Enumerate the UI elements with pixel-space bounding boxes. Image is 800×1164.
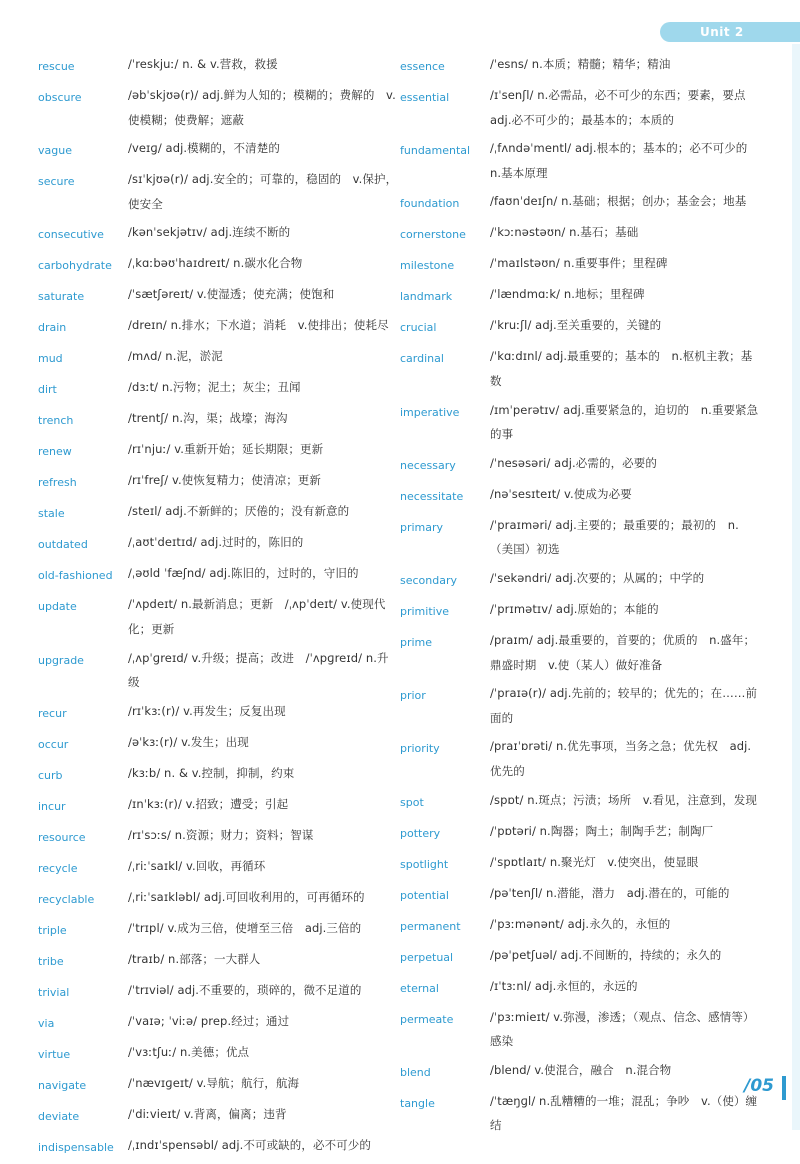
headword: mud [38,352,63,366]
vocab-column-right [400,52,760,1142]
headword: stale [38,507,65,521]
vocab-entry [400,136,760,185]
headword: secure [38,175,75,189]
headword: milestone [400,259,455,273]
definition: /spɒt/ n.斑点；污渍；场所 v.看见，注意到，发现 [490,792,757,807]
vocab-entry [38,646,398,695]
definition: /trentʃ/ n.沟，渠；战壕；海沟 [128,411,288,426]
headword: priority [400,742,440,756]
definition: /praɪm/ adj.最重要的，首要的；优质的 n.盛年；鼎盛时期 v.使（某人）做好准备 [490,632,756,672]
vocab-entry [38,561,398,588]
definition: /ˈpraɪməri/ adj.主要的；最重要的；最初的 n.（美国）初选 [490,517,739,557]
vocab-entry [400,282,760,309]
vocab-entry [400,1058,760,1085]
definition: /ˌɪndɪˈspensəbl/ adj.不可或缺的，必不可少的 [128,1137,371,1152]
definition: /sɪˈkjʊə(r)/ adj.安全的；可靠的，稳固的 v.保护，使安全 [128,172,398,211]
headword: blend [400,1065,431,1079]
headword: tribe [38,954,64,968]
headword: curb [38,768,63,782]
definition: /əˈkɜː(r)/ v.发生；出现 [128,734,249,749]
definition: /ˈlændmɑːk/ n.地标；里程碑 [490,287,645,302]
vocab-entry [38,1071,398,1098]
vocab-entry [38,406,398,433]
headword: perpetual [400,950,454,964]
page-number-bar [782,1076,786,1100]
definition: /pəˈtenʃl/ n.潜能，潜力 adj.潜在的，可能的 [490,885,730,900]
vocab-entry [38,282,398,309]
definition: /traɪb/ n.部落；一大群人 [128,951,261,966]
vocab-entry [38,885,398,912]
definition: /kənˈsekjətɪv/ adj.连续不断的 [128,225,291,240]
vocab-entry [400,788,760,815]
vocab-entry [38,251,398,278]
vocab-entry [400,451,760,478]
headword: cardinal [400,352,444,366]
definition: /ˌfʌndəˈmentl/ adj.根本的；基本的；必不可少的 n.基本原理 [490,141,760,180]
vocab-entry [400,681,760,730]
headword: spot [400,795,424,809]
vocab-entry [38,375,398,402]
headword: permanent [400,919,461,933]
headword: essential [400,91,450,104]
vocab-entry [38,530,398,557]
headword: cornerstone [400,228,466,242]
definition: /kɜːb/ n. & v.控制，抑制，约束 [128,765,295,780]
definition: /ˈesns/ n.本质；精髓；精华；精油 [490,57,671,71]
page-number: /05 [744,1076,774,1096]
headword: virtue [38,1047,71,1061]
vocab-entry [38,313,398,340]
definition: /ɪnˈkɜː(r)/ v.招致；遭受；引起 [128,796,289,811]
unit-label: Unit 2 [700,25,744,39]
definition: /ˌriːˈsaɪkl/ v.回收，再循环 [128,858,266,873]
headword: crucial [400,321,437,335]
vocab-entry [400,819,760,846]
vocab-entry [400,1089,760,1138]
vocab-entry [400,220,760,247]
vocab-entry [400,912,760,939]
definition: /ˈtrɪpl/ v.成为三倍，使增至三倍 adj.三倍的 [128,920,362,935]
definition: /ˌaʊtˈdeɪtɪd/ adj.过时的，陈旧的 [128,535,304,550]
headword: recyclable [38,892,95,906]
headword: landmark [400,290,453,304]
definition: /ˈreskjuː/ n. & v.营救，救援 [128,57,278,71]
definition: /əbˈskjʊə(r)/ adj.鲜为人知的；模糊的；费解的 v.使模糊；使费解；遮蔽 [128,88,396,127]
headword: upgrade [38,653,84,667]
headword: pottery [400,826,441,840]
vocab-entry [400,881,760,908]
definition: /ˌʌpˈɡreɪd/ v.升级；提高；改进 /ˈʌpɡreɪd/ n.升级 [128,650,389,690]
definition: /ɪˈsenʃl/ n.必需品，必不可少的东西；要素，要点 adj.必不可少的；最基本的；本质的 [490,88,758,127]
headword: necessitate [400,489,464,503]
vocab-entry [400,251,760,278]
vocab-entry [38,1040,398,1067]
vocab-entry [38,947,398,974]
vocab-entry [38,1102,398,1129]
vocab-entry [38,468,398,495]
vocab-entry [38,136,398,163]
definition: /mʌd/ n.泥，淤泥 [128,349,223,364]
vocab-entry [400,597,760,624]
vocab-entry [38,52,398,79]
vocab-column-left [38,52,398,1164]
vocab-entry [38,344,398,371]
headword: primary [400,520,444,534]
headword: via [38,1016,55,1030]
definition: /praɪˈɒrəti/ n.优先事项，当务之急；优先权 adj.优先的 [490,739,752,778]
headword: incur [38,799,66,813]
definition: /ɪmˈperətɪv/ adj.重要紧急的，迫切的 n.重要紧急的事 [490,402,759,442]
headword: navigate [38,1078,87,1092]
headword: permeate [400,1012,454,1026]
definition: /ˈprɪmətɪv/ adj.原始的；本能的 [490,601,659,616]
headword: potential [400,888,449,902]
vocab-entry [400,734,760,783]
definition: /dreɪn/ n.排水；下水道；消耗 v.使排出；使耗尽 [128,318,389,333]
definition: /ˌəʊld ˈfæʃnd/ adj.陈旧的，过时的，守旧的 [128,566,359,581]
definition: /blend/ v.使混合，融合 n.混合物 [490,1062,672,1077]
definition: /steɪl/ adj.不新鲜的；厌倦的；没有新意的 [128,504,350,519]
headword: old-fashioned [38,569,113,583]
definition: /rɪˈkɜː(r)/ v.再发生；反复出现 [128,703,286,718]
vocab-entry [400,83,760,132]
headword: saturate [38,290,85,304]
headword: rescue [38,60,75,73]
definition: /ˈkruːʃl/ adj.至关重要的，关键的 [490,318,662,333]
vocab-entry [38,83,398,132]
vocab-entry [38,823,398,850]
vocab-entry [38,1133,398,1160]
headword: carbohydrate [38,259,112,273]
vocab-entry [400,482,760,509]
headword: drain [38,321,67,335]
headword: indispensable [38,1140,114,1154]
definition: /ˈsekəndri/ adj.次要的；从属的；中学的 [490,570,705,585]
headword: deviate [38,1109,80,1123]
definition: /ˈtrɪviəl/ adj.不重要的，琐碎的，微不足道的 [128,982,362,997]
definition: /pəˈpetʃuəl/ adj.不间断的，持续的；永久的 [490,947,722,962]
headword: obscure [38,91,82,104]
headword: consecutive [38,228,104,242]
definition: /ˈpraɪə(r)/ adj.先前的；较早的；优先的；在……前面的 [490,686,758,725]
vocab-entry [38,167,398,216]
vocab-entry [400,313,760,340]
definition: /ˈnævɪɡeɪt/ v.导航；航行，航海 [128,1075,300,1090]
headword: trench [38,414,74,428]
headword: update [38,600,77,614]
headword: prime [400,635,433,649]
headword: triple [38,923,67,937]
vocab-entry [400,974,760,1001]
definition: /ˈpɜːmənənt/ adj.永久的，永恒的 [490,916,671,931]
headword: essence [400,60,445,73]
headword: secondary [400,573,458,587]
definition: /ˈspɒtlaɪt/ n.聚光灯 v.使突出，使显眼 [490,854,699,869]
headword: foundation [400,197,460,211]
headword: eternal [400,981,439,995]
vocab-entry [38,499,398,526]
vocab-entry [38,916,398,943]
vocab-entry [400,850,760,877]
vocab-entry [400,398,760,447]
definition: /ˈsætʃəreɪt/ v.使湿透；使充满；使饱和 [128,287,335,302]
definition: /ˈvɜːtʃuː/ n.美德；优点 [128,1044,250,1059]
vocab-entry [400,513,760,562]
vocab-entry [38,437,398,464]
headword: recycle [38,861,78,875]
headword: prior [400,689,426,703]
vocab-entry [400,943,760,970]
definition: /nəˈsesɪteɪt/ v.使成为必要 [490,486,632,501]
vocab-entry [38,792,398,819]
definition: /ˌkɑːbəʊˈhaɪdreɪt/ n.碳水化合物 [128,256,303,271]
definition: /rɪˈnjuː/ v.重新开始；延长期限；更新 [128,442,324,457]
definition: /dɜːt/ n.污物；泥土；灰尘；丑闻 [128,380,301,395]
definition: /ˈpɜːmieɪt/ v.弥漫，渗透；（观点、信念、感情等）感染 [490,1009,755,1049]
headword: dirt [38,383,57,397]
vocab-entry [38,699,398,726]
vocab-entry [400,52,760,79]
headword: spotlight [400,857,449,871]
headword: recur [38,706,67,720]
definition: /ˈtæŋɡl/ n.乱糟糟的一堆；混乱；争吵 v.（使）缠结 [490,1093,758,1133]
headword: fundamental [400,144,471,158]
definition: /rɪˈsɔːs/ n.资源；财力；资料；智谋 [128,827,314,842]
vocab-entry [400,344,760,393]
definition: /ˈpɒtəri/ n.陶器；陶土；制陶手艺；制陶厂 [490,823,714,838]
vocab-entry [400,628,760,677]
definition: /ɪˈtɜːnl/ adj.永恒的，永远的 [490,978,638,993]
definition: /veɪɡ/ adj.模糊的，不清楚的 [128,141,280,156]
vocab-entry [400,1005,760,1054]
vocab-entry [38,730,398,757]
vocab-entry [38,220,398,247]
vocab-entry [38,978,398,1005]
headword: primitive [400,604,449,618]
headword: trivial [38,985,70,999]
unit-tab [660,22,800,42]
definition: /ˈdiːvieɪt/ v.背离，偏离；违背 [128,1106,287,1121]
vocab-entry [38,592,398,641]
definition: /ˈnesəsəri/ adj.必需的，必要的 [490,455,657,470]
side-strip [792,44,800,1130]
headword: refresh [38,476,77,490]
headword: resource [38,830,86,844]
vocab-entry [400,566,760,593]
vocab-entry [38,854,398,881]
definition: /ˈmaɪlstəʊn/ n.重要事件；里程碑 [490,256,668,271]
definition: /ˈʌpdeɪt/ n.最新消息；更新 /ˌʌpˈdeɪt/ v.使现代化；更新 [128,597,386,636]
definition: /ˌriːˈsaɪkləbl/ adj.可回收利用的，可再循环的 [128,889,365,904]
headword: renew [38,445,72,459]
definition: /ˈvaɪə; ˈviːə/ prep.经过；通过 [128,1013,290,1028]
headword: tangle [400,1096,435,1110]
definition: /ˈkɑːdɪnl/ adj.最重要的；基本的 n.枢机主教；基数 [490,349,753,388]
vocab-entry [38,1009,398,1036]
headword: occur [38,737,69,751]
headword: imperative [400,405,460,419]
definition: /rɪˈfreʃ/ v.使恢复精力；使清凉；更新 [128,473,321,488]
vocab-entry [400,189,760,216]
definition: /faʊnˈdeɪʃn/ n.基础；根据；创办；基金会；地基 [490,194,747,209]
headword: outdated [38,538,88,552]
definition: /ˈkɔːnəstəʊn/ n.基石；基础 [490,225,639,240]
headword: vague [38,144,72,158]
headword: necessary [400,458,456,472]
vocab-entry [38,761,398,788]
